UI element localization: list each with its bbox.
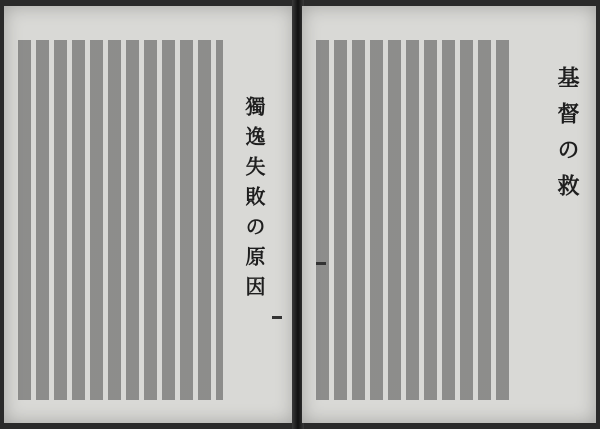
right-page-edge-mark xyxy=(316,262,326,265)
left-page xyxy=(4,6,294,423)
left-page-body-text xyxy=(18,40,223,400)
right-page-title: 基督の救 xyxy=(554,66,580,210)
right-page-body-text xyxy=(316,40,511,400)
left-page-title: 獨逸失敗の原因 xyxy=(242,96,266,306)
right-page xyxy=(302,6,596,423)
left-page-edge-mark xyxy=(272,316,282,319)
